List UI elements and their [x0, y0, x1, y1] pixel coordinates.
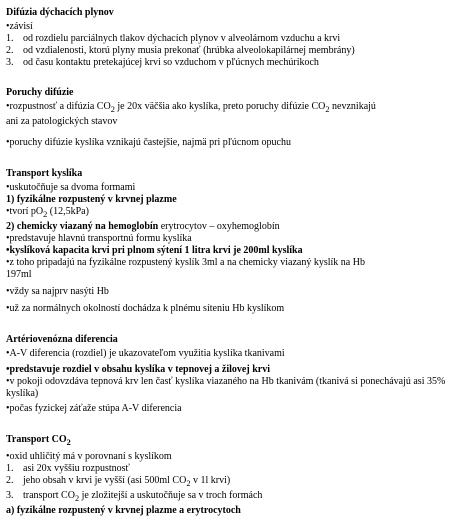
section-poruchy — [6, 87, 450, 149]
section-transport — [6, 168, 450, 315]
subscript: 2 — [110, 105, 115, 114]
text-line-bold: •kyslíková kapacita krvi pri plnom sýtení 1 litra krvi je 200ml kyslíka — [6, 245, 303, 256]
text-span: •rozpustnosť a difúzia CO — [6, 101, 111, 112]
item-text: od rozdielu parciálnych tlakov dýchacích plynov v alveolárnom vzduchu a krvi — [23, 33, 341, 44]
item-text: od času kontaktu pretekajúcej krvi so vzduchom v pľúcnych mechúrikoch — [23, 57, 319, 68]
subscript: 2 — [74, 494, 80, 503]
text-line: •uskutočňuje sa dvoma formami — [6, 182, 136, 193]
text-line: •poruchy difúzie kyslíka vznikajú častejšie, najmä pri pľúcnom opuchu — [6, 137, 291, 148]
section-heading: Transport kyslíka — [6, 168, 83, 179]
text-line: •počas fyzickej záťaže stúpa A-V diferencia — [6, 403, 182, 414]
subscript: 2 — [325, 105, 330, 114]
section-co2 — [6, 434, 450, 517]
section-heading: Difúzia dýchacích plynov — [6, 7, 114, 18]
text-span-bold: 2) chemicky viazaný na hemoglobín — [6, 221, 159, 232]
text-line: •závisí — [6, 21, 33, 32]
numbered-item — [6, 33, 450, 45]
item-text: je zložitejší a uskutočňuje sa v troch formách — [79, 490, 263, 501]
text-line: •A-V diferencia (rozdiel) je ukazovateľom využitia kyslíka tkanivami — [6, 348, 285, 359]
numbered-item — [6, 463, 450, 475]
text-line-bold: 1) fyzikálne rozpustený v krvnej plazme — [6, 194, 177, 205]
item-text: v 1l krvi) — [190, 475, 231, 486]
text-line — [6, 101, 450, 116]
text-line — [6, 221, 450, 233]
subscript: 2 — [43, 210, 48, 219]
text-line: •už za normálnych okolností dochádza k plnému síteniu Hb kyslíkom — [6, 303, 285, 314]
section-heading: Poruchy difúzie — [6, 87, 74, 98]
section-difuzia — [6, 7, 450, 69]
item-number: 3. — [6, 490, 14, 501]
text-line-continued: 197ml — [6, 269, 32, 280]
section-heading: Artériovenózna diferencia — [6, 334, 118, 345]
subscript: 2 — [186, 479, 191, 488]
text-line — [6, 206, 450, 221]
item-text: asi 20x vyššiu rozpustnosť — [23, 463, 130, 474]
subscript: 2 — [66, 438, 71, 447]
text-line-bold: a) fyzikálne rozpustený v krvnej plazme a erytrocytoch — [6, 505, 241, 516]
text-paragraph: •v pokoji odovzdáva tepnová krv len časť kyslíka viazaného na Hb tkanivám (tkanivá si ponechávajú asi 35% kyslíka) — [6, 376, 446, 399]
text-line-bold: •predstavuje rozdiel v obsahu kyslíka v tepnovej a žilovej krvi — [6, 364, 270, 375]
text-line-continued: ani za patologických stavov — [6, 116, 118, 127]
section-heading — [6, 434, 450, 449]
item-number: 1. — [6, 33, 14, 44]
text-span: •tvorí pO — [6, 206, 44, 217]
text-span: je 20x väčšia ako kyslíka, preto poruchy difúzie CO — [114, 101, 326, 112]
item-text: od vzdialenosti, ktorú plyny musia prekonať (hrúbka alveolokapilárnej membrány) — [23, 45, 355, 56]
numbered-item — [6, 490, 450, 505]
item-text: jeho obsah v krvi je vyšší (asi 500ml CO — [23, 475, 187, 486]
text-line: •oxid uhličitý má v porovnaní s kyslíkom — [6, 451, 172, 462]
text-span: nevznikajú — [329, 101, 376, 112]
heading-text: Transport CO — [6, 434, 67, 445]
numbered-item — [6, 57, 450, 69]
item-number: 2. — [6, 475, 14, 486]
item-number: 1. — [6, 463, 14, 474]
numbered-item — [6, 45, 450, 57]
text-span: erytrocytov – oxyhemoglobín — [158, 221, 280, 232]
item-number: 3. — [6, 57, 14, 68]
section-arterio — [6, 334, 450, 415]
numbered-item — [6, 475, 450, 490]
item-number: 2. — [6, 45, 14, 56]
text-line: •vždy sa najprv nasýti Hb — [6, 286, 109, 297]
text-span: (12,5kPa) — [47, 206, 89, 217]
text-line: •z toho pripadajú na fyzikálne rozpustený kyslík 3ml a na chemicky viazaný kyslík na Hb — [6, 257, 365, 268]
text-line: •predstavuje hlavnú transportnú formu kyslíka — [6, 233, 192, 244]
item-text: transport CO — [23, 490, 75, 501]
